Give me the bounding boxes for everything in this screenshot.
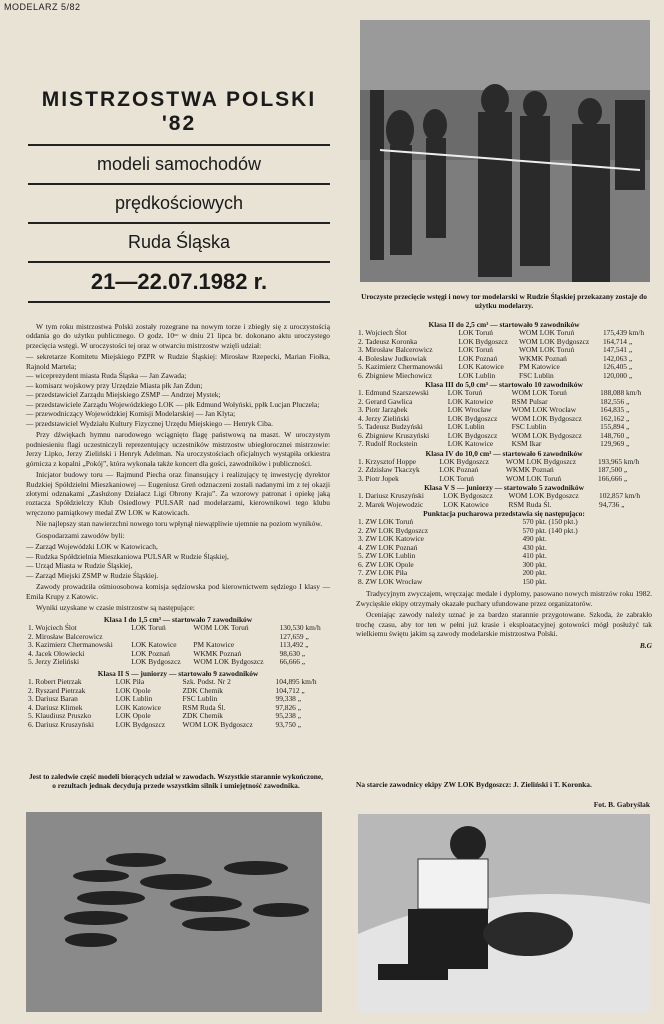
table-cell: LOK Katowice [131,640,177,650]
table-cell: WOM LOK Bydgoszcz [511,430,582,440]
table-cell: 4. ZW LOK Poznań [358,542,418,552]
table-cell: 150 pkt. [522,576,547,586]
list-item: — Zarząd Wojewódzki LOK w Katowicach, [26,542,158,552]
page-header: MODELARZ 5/82 [4,2,81,12]
table-cell: 162,162 „ [600,413,630,423]
table-cell: WOM LOK Wrocław [511,405,577,415]
table-cell: LOK Toruń [447,388,483,398]
paragraph: Przy dźwiękach hymnu narodowego wciągnięto flagę państwową na maszt. W uroczystym podniesieniu flagi uczestniczyli reprezentujący uczestników mistrzostw ubiegłorocznei mistrzowie: Jerzy Lipko, Jerzy Zieliński i Henryk Adelman. Na uroczystościach oficjalnych wystąpiła orkiestra górnicza z kopalni „Pokój”, która wykonała także koncert dla gości, zawodników i publiczności. [26,430,330,468]
table-cell: 164,714 „ [602,336,633,346]
table-cell: 2. Ryszard Pietrzak [28,685,86,695]
table-cell: LOK Toruń [458,345,493,355]
table-cell: LOK Bydgoszcz [458,336,508,346]
table-cell: 188,088 km/h [600,388,642,398]
table-cell: LOK Bydgoszcz [443,491,493,501]
class-heading: Klasa II S — juniorzy — startowało 9 zawodników [97,668,259,678]
table-cell: KSM Ikar [511,439,542,449]
table-row [356,440,652,449]
table-cell: 93,750 „ [275,719,301,729]
list-item: — przewodniczący Wojewódzkiej Komisji Modelarskiej — Jan Klyta; [26,409,236,419]
table-cell: LOK Bydgoszcz [447,413,498,423]
table-cell: 6. ZW LOK Opole [358,559,414,569]
class-heading: Klasa II do 2,5 cm³ — startowało 9 zawodników [428,320,580,329]
cup-heading: Punktacja pucharowa przedstawia się następująco: [423,509,585,519]
table-cell: 1. Krzysztof Hoppe [358,456,417,466]
table-cell: 7. Rudolf Rockstein [358,439,418,449]
paragraph: Zawody prowadziła ośmioosobowa komisja sędziowska pod kierownictwem sędziego I klasy — Emila Krupy z Katowic. [26,582,330,601]
table-cell: FSC Lublin [182,694,218,704]
table-cell: LOK Piła [115,677,145,687]
list-item: — przedstawiciel Wydziału Kultury Fizycznej Urzędu Miejskiego — Henryk Ciba. [26,418,273,428]
table-cell: 142,063 „ [602,353,633,363]
table-cell: LOK Toruń [131,623,166,633]
author-signature: B.G [639,640,652,650]
table-cell: 6. Dariusz Kruszyński [28,719,94,729]
table-cell: 1. Edmund Szarszewski [358,388,429,398]
title-line-5: 21—22.07.1982 r. [28,263,330,303]
table-cell: 187,500 „ [598,465,628,475]
table-cell: 148,760 „ [600,430,630,440]
table-cell: 2. ZW LOK Bydgoszcz [358,525,429,535]
table-cell: 2. Tadeusz Koronka [358,336,418,346]
article-left-column [26,322,330,729]
table-row [356,475,652,484]
table-cell: LOK Katowice [458,362,504,372]
table-cell: WOM LOK Bydgoszcz [518,336,590,346]
table-cell: 155,894 „ [600,422,630,432]
table-cell: 164,835 „ [600,405,630,415]
table-row [356,501,652,510]
table-cell: 175,439 km/h [602,328,645,337]
table-cell: WOM LOK Toruń [511,388,567,398]
table-cell: LOK Opole [115,711,151,721]
table-cell: 5. ZW LOK Lublin [358,551,416,561]
table-cell: 490 pkt. [522,534,547,544]
table-cell: 300 pkt. [522,559,547,569]
table-cell: 99,338 „ [275,694,301,704]
class-heading: Klasa III do 5,0 cm³ — startowało 10 zawodników [425,380,583,390]
table-cell: LOK Lublin [115,694,153,704]
table-cell: LOK Bydgoszcz [447,430,498,440]
table-cell: 2. Mirosław Balcerowicz [28,631,103,641]
table-cell: 104,895 km/h [275,677,317,687]
table-row [356,578,652,587]
table-cell: 3. Piotr Jopek [358,473,399,483]
table-cell: ZDK Chemik [182,685,223,695]
table-cell: WOM LOK Bydgoszcz [193,657,264,667]
left-caption: Jest to zaledwie część modeli biorących udział w zawodach. Wszystkie starannie wykończone, o rezultach jednak decydują przede wszystkim silnik i umiejętność zawodnika. [28,772,324,791]
results-table-class-vs [356,492,652,509]
table-cell: 120,000 „ [602,370,633,380]
table-cell: WKMK Poznań [505,465,554,475]
results-table-class-iii [356,389,652,449]
list-item: — sekretarze Komitetu Miejskiego PZPR w Rudzie Śląskiej: Mirosław Rzepecki, Marian Fiołka, Rajnold Martela; [26,352,330,371]
title-line-2: modeli samochodów [28,146,330,185]
table-cell: 97,826 „ [275,702,301,712]
results-right-column [356,320,652,650]
table-cell: LOK Katowice [447,439,494,449]
table-cell: 410 pkt. [522,551,547,561]
table-cell: FSC Lublin [511,422,547,432]
table-row [356,372,652,381]
table-cell: 147,541 „ [602,345,633,355]
ribbon-cutting-photo [360,20,650,282]
table-cell: 129,969 „ [600,439,630,449]
paragraph: Wyniki uzyskane w czasie mistrzostw są następujące: [36,603,195,613]
intro-paragraph: W tym roku mistrzostwa Polski zostały rozegrane na nowym torze i zbiegły się z uroczystością oddania go do użytku publicznego. O godz. 10ᵒᵒ w dniu 21 lipca br. dokonano aktu uroczystego przecięcia wstęgi. W uroczystości tej oraz w otwarciu mistrzostw wzięli udział: [26,322,330,350]
results-table-class-i [26,624,330,667]
title-line-3: prędkościowych [28,185,330,224]
table-cell: 4. Dariusz Klimek [28,702,83,712]
models-photo [26,812,322,1012]
table-cell: WOM LOK Toruń [193,623,249,633]
table-cell: 4. Jerzy Zieliński [358,413,410,423]
list-item: — przedstawiciele Zarządu Wojewódzkiego LOK — płk Edmund Wołyński, ppłk Lucjan Pluczela; [26,399,320,409]
table-cell: LOK Opole [115,685,151,695]
table-cell: LOK Poznań [458,353,498,363]
table-cell: LOK Katowice [443,499,489,509]
table-cell: 104,712 „ [275,685,305,695]
table-cell: 5. Jerzy Zieliński [28,657,80,667]
table-cell: LOK Katowice [447,396,494,406]
table-cell: 1. ZW LOK Toruń [358,517,414,527]
table-cell: WKMK Poznań [518,353,567,363]
paragraph: Gospodarzami zawodów byli: [36,530,125,540]
table-cell: 1. Wojciech Ślot [358,328,407,337]
table-cell: 66,666 „ [279,657,306,667]
table-cell: 1. Dariusz Kruszyński [358,491,424,501]
table-cell: 570 pkt. (140 pkt.) [522,525,578,535]
table-cell: 570 pkt. (150 pkt.) [522,517,578,527]
table-cell: LOK Bydgoszcz [439,456,489,466]
table-cell: 94,736 „ [599,499,625,509]
results-table-class-iis [26,678,330,729]
list-item: — komisarz wojskowy przy Urzędzie Miasta płk Jan Zdun; [26,380,203,390]
table-cell: WOM LOK Toruń [518,345,575,355]
table-cell: 166,666 „ [598,473,628,483]
list-item: — przedstawiciel Zarządu Miejskiego ZSMP — Andrzej Mystek; [26,390,221,400]
table-cell: 1. Robert Pietrzak [28,677,82,687]
table-cell: LOK Poznań [439,465,479,475]
table-cell: 102,857 km/h [599,491,641,501]
table-cell: 430 pkt. [522,542,547,552]
table-row [26,721,330,730]
guest-list [26,352,330,428]
table-cell: 200 pkt. [522,568,547,578]
class-heading: Klasa I do 1,5 cm³ — startowało 7 zawodników [103,614,253,624]
table-cell: 7. ZW LOK Piła [358,568,408,578]
table-cell: 3. Dariusz Baran [28,694,78,704]
bottom-right-caption: Na starcie zawodnicy ekipy ZW LOK Bydgoszcz: J. Zieliński i T. Koronka. [356,780,592,789]
table-cell: 4. Jacek Olowiecki [28,648,85,658]
table-cell: PM Katowice [193,640,235,650]
start-line-photo [358,814,650,1014]
title-line-4: Ruda Śląska [28,224,330,263]
table-cell: 6. Zbigniew Miechowicz [358,370,433,380]
table-cell: 3. Mirosław Balcerowicz [358,345,433,355]
table-cell: WOM LOK Toruń [505,473,562,483]
top-photo-caption: Uroczyste przecięcie wstęgi i nowy tor modelarski w Rudzie Śląskiej przekazany zostaje do użytku modelarzy. [361,292,647,311]
results-table-class-ii [356,329,652,380]
table-cell: 98,630 „ [279,648,306,658]
table-cell: 95,238 „ [275,711,301,721]
paragraph: Nie najlepszy stan nawierzchni nowego toru wpłynął niewątpliwie ujemnie na poziom wyników. [36,519,323,529]
table-cell: LOK Katowice [115,702,161,712]
paragraph: Inicjator budowy toru — Rajmund Piecha oraz finansujący i realizujący tę inwestycję dyrektor Rudzkiej Spółdzielni Mieszkaniowej — Eugeniusz Greń odznaczeni zostali nadanymi im z tej okazji złotymi odznakami „Zasłużony Działacz Ligi Obrony Kraju”. Za wzorowy patronat i opiekę jaką roztacza Spółdzielczy Klub Osiedlowy PULSAR nad modelarzami, kierownikowi tego klubu wręczono pamiątkowy medal ZW LOK w Katowicach. [26,470,330,517]
table-cell: 6. Zbigniew Kruszyński [358,430,430,440]
table-cell: LOK Toruń [439,473,474,483]
list-item: — wiceprezydent miasta Ruda Śląska — Jan Zawada; [26,371,187,381]
table-cell: 2. Zdzisław Tkaczyk [358,465,420,475]
table-cell: 1. Wojciech Ślot [28,623,77,633]
table-cell: 3. Kazimierz Chermanowski [28,640,113,650]
class-heading: Klasa IV do 10,0 cm³ — startowało 6 zawodników [425,448,583,458]
list-item: — Rudzka Spółdzielnia Mieszkaniowa PULSAR w Rudzie Śląskiej, [26,551,229,561]
table-row [26,658,330,667]
list-item: — Urząd Miasta w Rudzie Śląskiej, [26,561,133,571]
table-cell: ZDK Chemik [182,711,223,721]
host-list [26,542,330,580]
table-cell: 127,659 „ [279,631,309,641]
table-cell: 2. Gerard Gawlica [358,396,413,406]
table-cell: Szk. Podst. Nr 2 [182,677,231,687]
table-cell: LOK Wrocław [447,405,492,415]
closing-paragraph: Tradycyjnym zwyczajem, wręczając medale i dyplomy, pasowano nowych mistrzów roku 1982. Zwycięskie ekipy otrzymały okazałe puchary ufundowane przez organizatorów. [356,589,652,608]
table-cell: 4. Bolesław Judkowiak [358,353,427,363]
table-cell: LOK Lublin [447,422,485,432]
table-cell: 5. Kazimierz Chermanowski [358,362,443,372]
table-cell: WOM LOK Bydgoszcz [511,413,582,423]
table-cell: 3. ZW LOK Katowice [358,534,424,544]
results-table-class-iv [356,458,652,484]
table-cell: 2. Marek Wojewodzic [358,499,424,509]
table-cell: 5. Klaudiusz Pruszko [28,711,92,721]
table-cell: 5. Tadeusz Budzyński [358,422,423,432]
table-cell: LOK Lublin [458,370,496,380]
table-cell: 8. ZW LOK Wrocław [358,576,423,586]
table-cell: 182,556 „ [600,396,630,406]
table-cell: 193,965 km/h [598,456,640,466]
class-heading: Klasa V S — juniorzy — startowało 5 zawodników [424,483,584,493]
cup-standings-table [356,518,652,586]
table-cell: 3. Piotr Jarząbek [358,405,408,415]
table-cell: PM Katowice [518,362,560,372]
table-cell: WOM LOK Toruń [518,328,575,337]
table-cell: 126,405 „ [602,362,633,372]
table-cell: RSM Ruda Śl. [182,702,226,712]
list-item: — Zarząd Miejski ZSMP w Rudzie Śląskiej. [26,570,159,580]
table-cell: LOK Toruń [458,328,493,337]
title-line-1: MISTRZOSTWA POLSKI '82 [28,88,330,146]
table-cell: WKMK Poznań [193,648,242,658]
table-cell: LOK Bydgoszcz [115,719,166,729]
table-cell: WOM LOK Bydgoszcz [505,456,577,466]
table-cell: RSM Ruda Śl. [508,499,552,509]
table-cell: LOK Bydgoszcz [131,657,181,667]
table-cell: LOK Poznań [131,648,170,658]
photo-credit: Fot. B. Gabryślak [593,800,650,809]
table-cell: 113,492 „ [279,640,309,650]
table-cell: WOM LOK Bydgoszcz [182,719,253,729]
closing-paragraph: Oceniając zawody należy uznać je za bardzo starannie przygotowane. Szkoda, że zabrakło trochę czasu, aby tor ten w pełni już krasie i eksploatacyjnej gotowości mógł posłużyć tak wielkiemu świętu jakim są zawody modelarskie mistrzostwa Polski. [356,610,652,639]
table-cell: WOM LOK Bydgoszcz [508,491,579,501]
table-cell: 130,530 km/h [279,623,321,633]
table-cell: FSC Lublin [518,370,554,380]
title-block [28,88,330,303]
table-cell: RSM Pulsar [511,396,548,406]
